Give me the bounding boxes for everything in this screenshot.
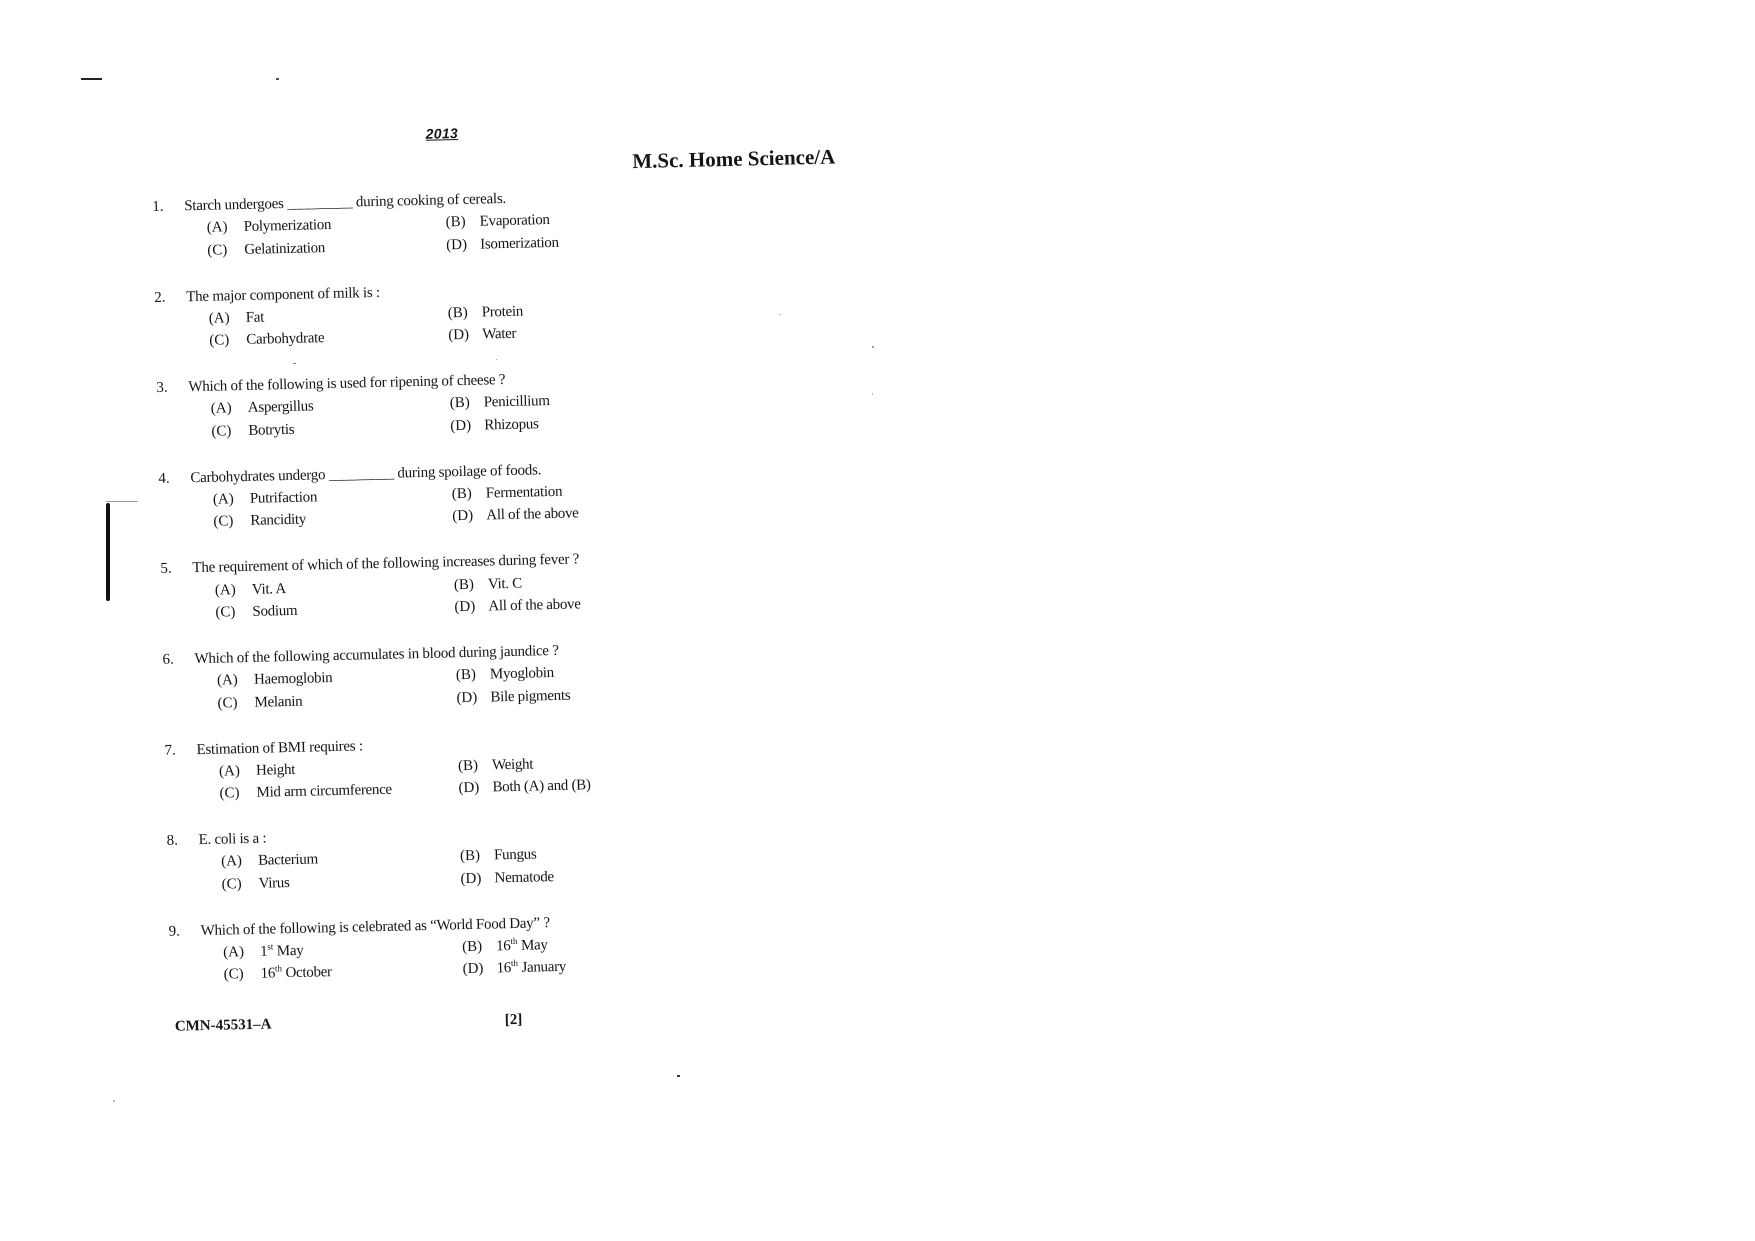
option-label: (C) xyxy=(209,332,230,349)
option-text xyxy=(481,300,523,323)
option-label: (D) xyxy=(452,508,474,525)
option-text xyxy=(486,481,563,505)
question-9 xyxy=(168,905,869,991)
option-text xyxy=(490,684,570,708)
option-text-main: Virus xyxy=(258,874,290,892)
option-label: (C) xyxy=(207,241,228,259)
question-stem: The requirement of which of the following increases during fever ? xyxy=(192,551,580,577)
exam-year: 2013 xyxy=(425,125,459,142)
option-text-main: Botrytis xyxy=(248,421,295,439)
option-label: (B) xyxy=(449,395,470,412)
scan-mark xyxy=(677,1075,680,1077)
option-text-main: Fungus xyxy=(493,846,537,864)
scan-mark xyxy=(106,503,110,601)
option-text-main: 16 xyxy=(260,965,276,983)
option-text xyxy=(492,774,591,798)
option-text-main: All of the above xyxy=(488,596,581,615)
question-stem: Starch undergoes _________ during cooking of cereals. xyxy=(184,190,507,215)
option-text-main: Vit. C xyxy=(487,575,523,593)
option-text-suffix: January xyxy=(517,959,567,977)
scan-mark xyxy=(81,78,102,80)
question-number: 8. xyxy=(166,832,179,850)
question-number: 9. xyxy=(168,923,181,940)
option-text-main: Height xyxy=(255,761,296,779)
option-label: (D) xyxy=(450,417,472,435)
option-text xyxy=(494,844,537,867)
option-text-main: Bile pigments xyxy=(490,687,571,706)
option-text-main: Carbohydrate xyxy=(246,330,325,349)
option-text-suffix: October xyxy=(281,964,332,982)
option-text xyxy=(488,593,581,617)
option-label: (A) xyxy=(206,219,228,236)
option-label: (C) xyxy=(217,694,238,712)
question-4 xyxy=(158,452,859,538)
question-list xyxy=(152,180,890,996)
option-text-main: Haemoglobin xyxy=(253,670,333,688)
question-number: 5. xyxy=(160,561,172,578)
scan-mark xyxy=(113,1100,115,1102)
option-text-main: 16 xyxy=(496,960,512,977)
option-text-main: Weight xyxy=(491,756,534,774)
option-text-superscript: th xyxy=(274,963,283,974)
scan-mark xyxy=(106,501,138,502)
option-text-main: Nematode xyxy=(494,868,554,887)
question-number: 6. xyxy=(162,651,174,668)
option-label: (A) xyxy=(218,762,241,780)
option-label: (A) xyxy=(212,491,234,508)
option-text-main: Gelatinization xyxy=(244,239,326,258)
option-label: (B) xyxy=(445,214,466,231)
option-label: (A) xyxy=(214,581,236,599)
question-5 xyxy=(160,542,861,628)
option-label: (B) xyxy=(461,938,483,956)
option-text-superscript: th xyxy=(510,935,518,947)
option-text-main: 1 xyxy=(259,943,268,960)
paper-title: M.Sc. Home Science/A xyxy=(632,144,836,174)
page-number: [2] xyxy=(504,1011,523,1029)
option-text-main: 16 xyxy=(495,938,511,955)
question-number: 1. xyxy=(152,198,164,215)
option-text-main: Fermentation xyxy=(485,483,563,502)
option-label: (D) xyxy=(446,236,468,253)
option-text-main: Evaporation xyxy=(479,212,550,230)
option-text-main: Polymerization xyxy=(243,217,332,236)
option-label: (D) xyxy=(456,689,478,706)
option-label: (B) xyxy=(447,304,468,322)
paper-code: CMN-45531–A xyxy=(174,1016,272,1035)
option-label: (B) xyxy=(459,848,481,865)
option-text-main: Rancidity xyxy=(250,511,307,530)
option-label: (C) xyxy=(219,785,240,802)
option-text-main: Putrifaction xyxy=(249,489,318,507)
option-text xyxy=(492,753,534,776)
option-text-suffix: May xyxy=(517,937,548,954)
question-7 xyxy=(164,724,865,810)
option-text xyxy=(482,323,516,346)
question-8 xyxy=(166,814,867,900)
exam-page xyxy=(152,125,891,1056)
option-label: (D) xyxy=(462,961,484,978)
option-text xyxy=(484,390,550,413)
option-label: (B) xyxy=(453,576,475,593)
scan-mark xyxy=(276,78,279,80)
option-label: (A) xyxy=(210,400,232,418)
option-label: (C) xyxy=(215,604,236,621)
question-number: 7. xyxy=(164,742,177,759)
option-text-main: Myoglobin xyxy=(489,665,555,683)
question-number: 2. xyxy=(154,289,166,306)
option-text-main: Water xyxy=(482,325,517,343)
option-label: (B) xyxy=(455,666,477,684)
question-stem: Which of the following is used for ripening of cheese ? xyxy=(188,372,506,396)
option-label: (B) xyxy=(457,757,479,774)
question-stem: E. coli is a : xyxy=(198,830,267,849)
option-label: (A) xyxy=(223,944,245,961)
option-text xyxy=(479,209,549,233)
option-text-main: Both (A) and (B) xyxy=(492,777,591,796)
question-1 xyxy=(152,180,853,266)
option-label: (B) xyxy=(451,485,473,503)
option-label: (D) xyxy=(460,870,482,887)
option-text xyxy=(496,956,566,980)
question-stem: Carbohydrates undergo _________ during spoilage of foods. xyxy=(190,462,542,486)
question-number: 4. xyxy=(158,470,170,487)
question-stem: Which of the following accumulates in blood during jaundice ? xyxy=(194,642,559,668)
option-label: (C) xyxy=(223,966,244,983)
option-label: (D) xyxy=(458,779,480,797)
option-text-main: Fat xyxy=(245,309,265,326)
option-text xyxy=(484,413,539,436)
option-text xyxy=(480,231,559,255)
question-number: 3. xyxy=(156,379,168,397)
question-2 xyxy=(154,271,855,357)
question-stem: The major component of milk is : xyxy=(186,284,381,305)
option-label: (A) xyxy=(220,853,243,870)
option-text xyxy=(494,866,554,889)
option-label: (C) xyxy=(213,513,234,531)
option-text-main: Aspergillus xyxy=(247,398,314,417)
option-label: (A) xyxy=(216,672,239,689)
option-label: (A) xyxy=(208,310,230,327)
option-text-main: Isomerization xyxy=(479,234,559,253)
option-label: (D) xyxy=(454,598,476,616)
option-text xyxy=(496,934,548,957)
option-text xyxy=(488,572,522,595)
option-text-main: Sodium xyxy=(252,602,298,620)
option-text-main: Rhizopus xyxy=(484,416,539,434)
option-text-main: Bacterium xyxy=(257,851,319,870)
option-text-main: Mid arm circumference xyxy=(256,781,393,801)
option-text-superscript: st xyxy=(267,941,274,952)
option-text-suffix: May xyxy=(273,942,304,960)
question-stem: Which of the following is celebrated as “World Food Day” ? xyxy=(200,914,550,939)
option-text-main: All of the above xyxy=(486,505,579,524)
option-text-superscript: th xyxy=(510,958,519,969)
option-text-main: Vit. A xyxy=(251,580,287,598)
question-stem: Estimation of BMI requires : xyxy=(196,737,364,758)
question-6 xyxy=(162,633,863,719)
option-text xyxy=(486,503,579,527)
option-text-main: Melanin xyxy=(254,693,303,711)
option-text-main: Penicillium xyxy=(483,393,550,411)
option-label: (C) xyxy=(211,423,232,440)
option-text-main: Protein xyxy=(481,303,524,321)
option-label: (C) xyxy=(221,875,242,893)
option-label: (D) xyxy=(448,327,470,344)
option-text xyxy=(490,662,554,685)
question-3 xyxy=(156,361,857,447)
